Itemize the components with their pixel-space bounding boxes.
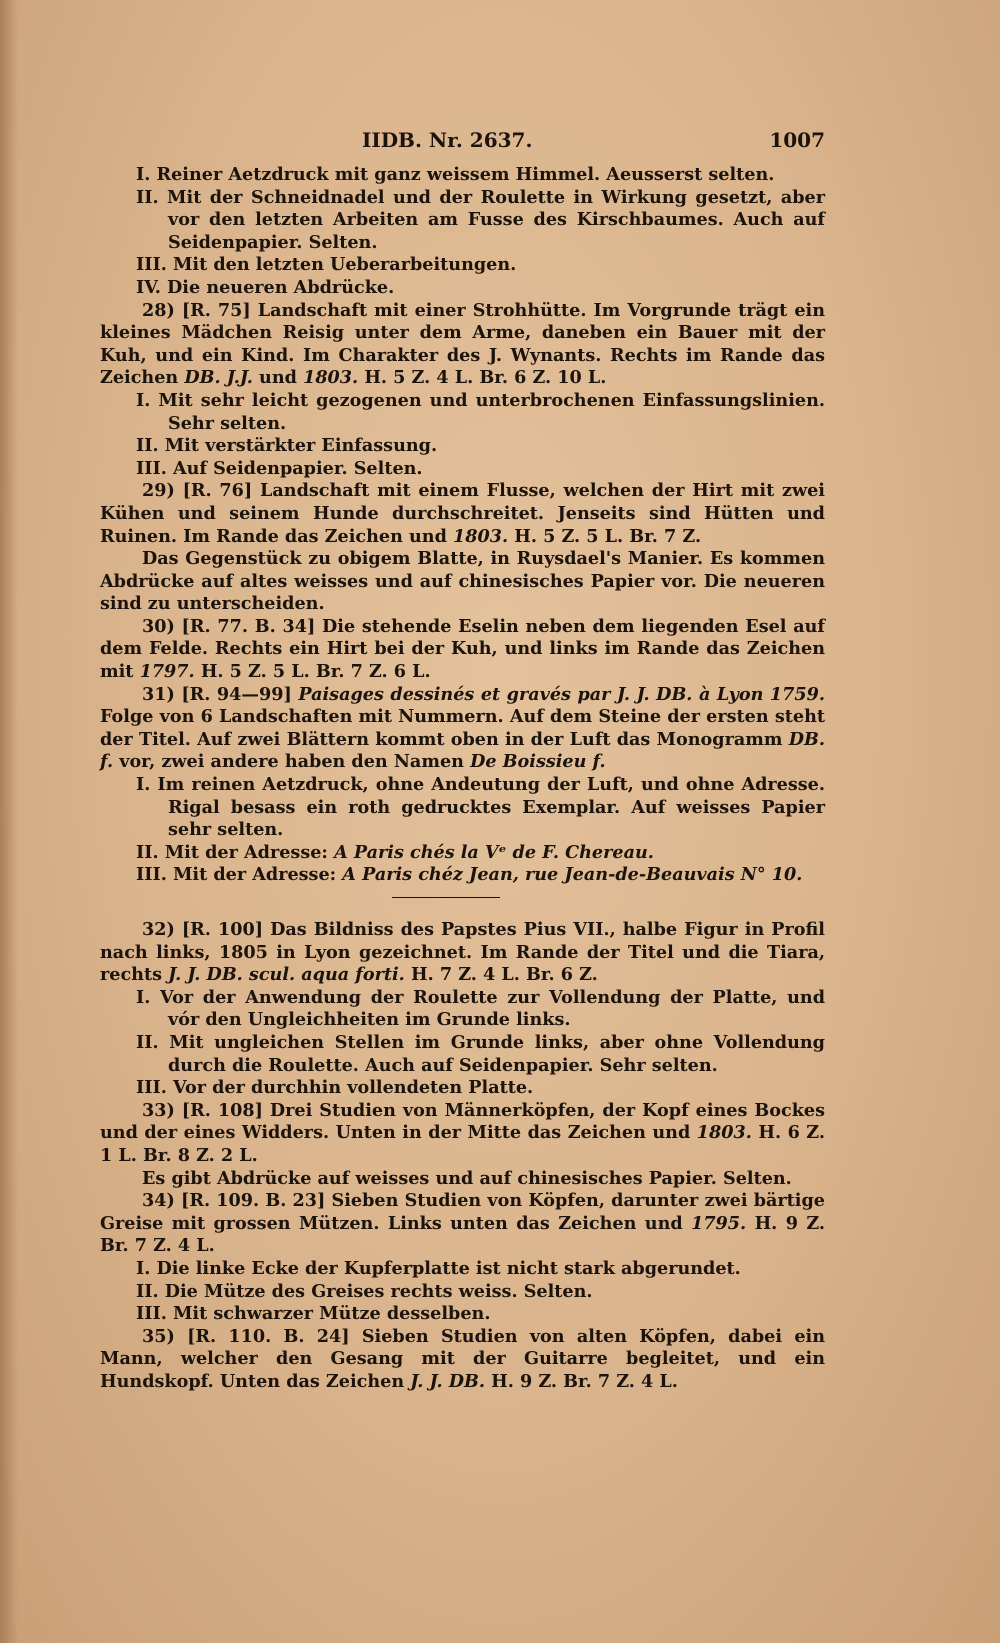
entry-30: 30) [R. 77. B. 34] Die stehende Eselin neben dem liegenden Esel auf dem Felde. Rechts ein Hirt bei der Kuh, und links im Rande das Zeichen mit 1797. H. 5 Z. 5 L. Br. 7 Z. 6 L. — [100, 615, 825, 683]
section-divider — [392, 897, 500, 898]
entry-31: 31) [R. 94—99] Paisages dessinés et gravés par J. J. DB. à Lyon 1759. Folge von 6 Landschaften mit Nummern. Auf dem Steine der ersten steht der Titel. Auf zwei Blättern kommt oben in der Luft das Monogramm DB. f. vor, zwei andere haben den Namen De Boissieu f. — [100, 683, 825, 773]
state-line: III. Mit den letzten Ueberarbeitungen. — [136, 254, 517, 276]
state-line: II. Mit ungleichen Stellen im Grunde links, aber ohne Vollendung durch die Roulette. Auch auf Seidenpapier. Sehr selten. — [136, 1031, 825, 1076]
state-line: III. Vor der durchhin vollendeten Platte. — [136, 1077, 534, 1099]
state-line: II. Mit der Adresse: A Paris chés la Vᵉ de F. Chereau. — [136, 841, 654, 863]
state-line: II. Mit verstärkter Einfassung. — [136, 435, 438, 457]
book-page — [100, 128, 825, 1393]
entry-32: 32) [R. 100] Das Bildniss des Papstes Pius VII., halbe Figur in Profil nach links, 1805 in Lyon gezeichnet. Im Rande der Titel und die Tiara, rechts J. J. DB. scul. aqua forti. H. 7 Z. 4 L. Br. 6 Z. — [100, 919, 825, 986]
page-number: 1007 — [769, 128, 825, 152]
state-line: III. Mit schwarzer Mütze desselben. — [136, 1303, 491, 1325]
state-line: I. Mit sehr leicht gezogenen und unterbrochenen Einfassungslinien. Sehr selten. — [136, 389, 825, 434]
state-line: I. Reiner Aetzdruck mit ganz weissem Himmel. Aeusserst selten. — [136, 164, 775, 185]
state-line: III. Auf Seidenpapier. Selten. — [136, 457, 423, 479]
page-body — [100, 164, 825, 1393]
entry-35: 35) [R. 110. B. 24] Sieben Studien von alten Köpfen, dabei ein Mann, welcher den Gesang mit der Guitarre begleitet, und ein Hundskopf. Unten das Zeichen J. J. DB. H. 9 Z. Br. 7 Z. 4 L. — [100, 1325, 825, 1392]
entry-28: 28) [R. 75] Landschaft mit einer Strohhütte. Im Vorgrunde trägt ein kleines Mädchen Reisig unter dem Arme, daneben ein Bauer mit der Kuh, und ein Kind. Im Charakter des J. Wynants. Rechts im Rande das Zeichen DB. J.J. und 1803. H. 5 Z. 4 L. Br. 6 Z. 10 L. — [100, 299, 825, 389]
entry-29: 29) [R. 76] Landschaft mit einem Flusse, welchen der Hirt mit zwei Kühen und seinem Hunde durchschreitet. Jenseits sind Hütten und Ruinen. Im Rande das Zeichen und 1803. H. 5 Z. 5 L. Br. 7 Z. — [100, 480, 825, 547]
state-line: I. Vor der Anwendung der Roulette zur Vollendung der Platte, und vór den Ungleichheiten im Grunde links. — [136, 986, 825, 1031]
page-header — [100, 128, 825, 162]
entry-34: 34) [R. 109. B. 23] Sieben Studien von Köpfen, darunter zwei bärtige Greise mit grossen Mützen. Links unten das Zeichen und 1795. H. 9 Z. Br. 7 Z. 4 L. — [100, 1190, 825, 1257]
state-line: III. Mit der Adresse: A Paris chéz Jean, rue Jean-de-Beauvais N° 10. — [136, 864, 803, 886]
state-line: II. Mit der Schneidnadel und der Roulette in Wirkung gesetzt, aber vor den letzten Arbeiten am Fusse des Kirschbaumes. Auch auf Seidenpapier. Selten. — [136, 186, 825, 253]
page-edge-shadow — [0, 0, 18, 1643]
state-line: I. Die linke Ecke der Kupferplatte ist nicht stark abgerundet. — [136, 1257, 741, 1279]
state-line: II. Die Mütze des Greises rechts weiss. Selten. — [136, 1280, 593, 1302]
entry-29-note: Das Gegenstück zu obigem Blatte, in Ruysdael's Manier. Es kommen Abdrücke auf altes weisses und auf chinesisches Papier vor. Die neueren sind zu unterscheiden. — [100, 548, 825, 615]
entry-33: 33) [R. 108] Drei Studien von Männerköpfen, der Kopf eines Bockes und der eines Widders. Unten in der Mitte das Zeichen und 1803. H. 6 Z. 1 L. Br. 8 Z. 2 L. — [100, 1099, 825, 1166]
state-line: I. Im reinen Aetzdruck, ohne Andeutung der Luft, und ohne Adresse. Rigal besass ein roth gedrucktes Exemplar. Auf weisses Papier sehr selten. — [136, 774, 825, 841]
running-title: IIDB. Nr. 2637. — [362, 128, 533, 152]
state-line: IV. Die neueren Abdrücke. — [136, 276, 395, 298]
entry-33-note: Es gibt Abdrücke auf weisses und auf chinesisches Papier. Selten. — [142, 1167, 792, 1189]
